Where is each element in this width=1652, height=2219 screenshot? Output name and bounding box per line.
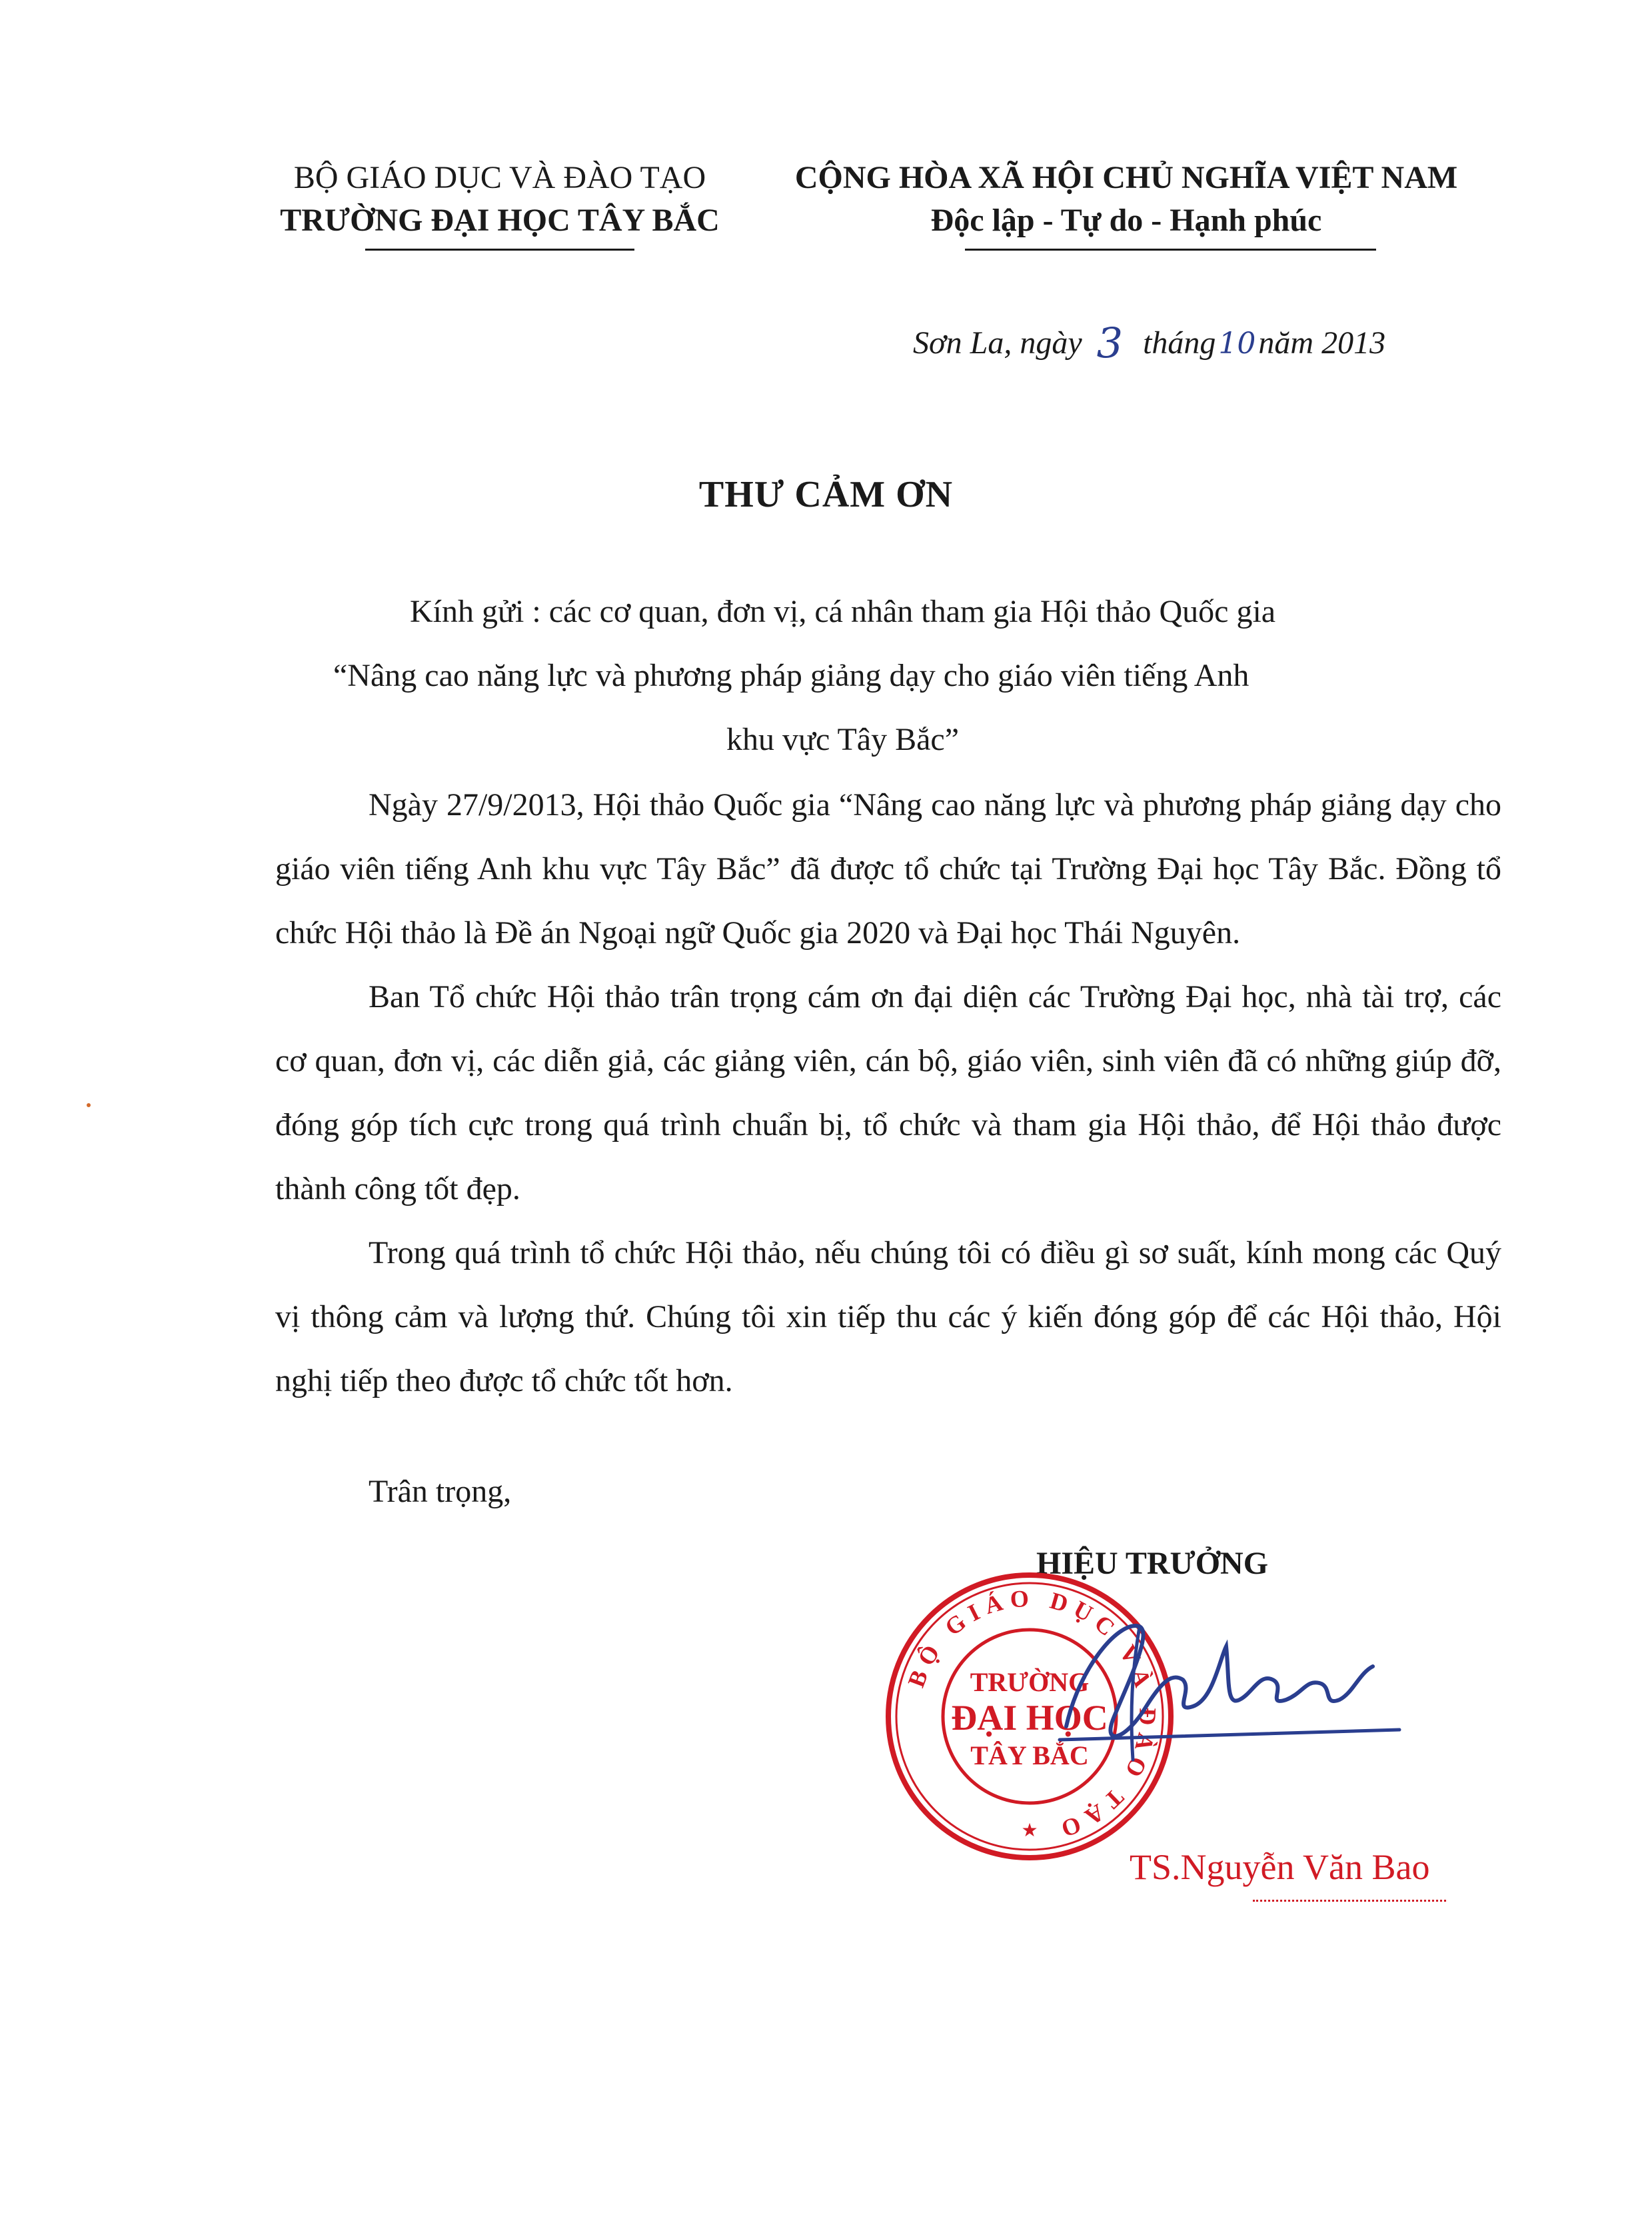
body-paragraph-1: Ngày 27/9/2013, Hội thảo Quốc gia “Nâng cao năng lực và phương pháp giảng dạy cho giáo viên tiếng Anh khu vực Tây Bắc” đã được tổ chức tại Trường Đại học Tây Bắc. Đồng tổ chức Hội thảo là Đề án Ngoại ngữ Quốc gia 2020 và Đại học Thái Nguyên. [275, 787, 1501, 951]
signer-title: HIỆU TRƯỞNG [1036, 1546, 1269, 1581]
date-day-handwritten: 3 [1096, 319, 1124, 367]
seal-ring-text: BỘ GIÁO DỤC VÀ ĐÀO TẠO [902, 1584, 1162, 1845]
recipient-line-3: khu vực Tây Bắc” [726, 722, 960, 757]
university-name: TRƯỜNG ĐẠI HỌC TÂY BẮC [280, 203, 720, 238]
letter-title: THƯ CẢM ƠN [698, 474, 954, 515]
ministry-name: BỘ GIÁO DỤC VÀ ĐÀO TẠO [293, 160, 706, 195]
national-header [773, 157, 1479, 242]
body-paragraph-3: Trong quá trình tổ chức Hội thảo, nếu chúng tôi có điều gì sơ suất, kính mong các Quý vị thông cảm và lượng thứ. Chúng tôi xin tiếp thu các ý kiến đóng góp để các Hội thảo, Hội nghị tiếp theo được tổ chức tốt hơn. [275, 1235, 1501, 1398]
recipient-line-1: Kính gửi : các cơ quan, đơn vị, cá nhân tham gia Hội thảo Quốc gia [410, 594, 1276, 629]
seal-line-3: TÂY BẮC [970, 1740, 1089, 1770]
ministry-header [253, 157, 746, 242]
date-line [913, 315, 1386, 367]
seal-star-icon: ★ [1021, 1820, 1038, 1841]
recipient-line-2: “Nâng cao năng lực và phương pháp giảng dạy cho giáo viên tiếng Anh [333, 658, 1249, 693]
signer-name: TS.Nguyễn Văn Bao [1130, 1847, 1430, 1887]
header-left-underline [365, 249, 634, 251]
date-month-handwritten: 10 [1218, 327, 1256, 361]
seal-line-1: TRƯỜNG [970, 1667, 1090, 1697]
date-place: Sơn La, ngày [913, 325, 1082, 361]
scan-speck [87, 1103, 91, 1107]
date-year: năm 2013 [1258, 325, 1386, 361]
date-month-word: tháng [1143, 325, 1216, 361]
header-right-underline [965, 249, 1376, 251]
letter-body [275, 773, 1501, 1413]
handwritten-signature [1040, 1606, 1413, 1773]
national-motto: Độc lập - Tự do - Hạnh phúc [930, 203, 1322, 238]
seal-line-2: ĐẠI HỌC [951, 1698, 1108, 1738]
signer-name-underline [1253, 1900, 1446, 1902]
closing-salutation: Trân trọng, [369, 1474, 512, 1509]
body-paragraph-2: Ban Tổ chức Hội thảo trân trọng cám ơn đại diện các Trường Đại học, nhà tài trợ, các cơ quan, đơn vị, các diễn giả, các giảng viên, cán bộ, giáo viên, sinh viên đã có những giúp đỡ, đóng góp tích cực trong quá trình chuẩn bị, tổ chức và tham gia Hội thảo, để Hội thảo được thành công tốt đẹp. [275, 979, 1501, 1206]
national-name: CỘNG HÒA XÃ HỘI CHỦ NGHĨA VIỆT NAM [794, 160, 1458, 195]
